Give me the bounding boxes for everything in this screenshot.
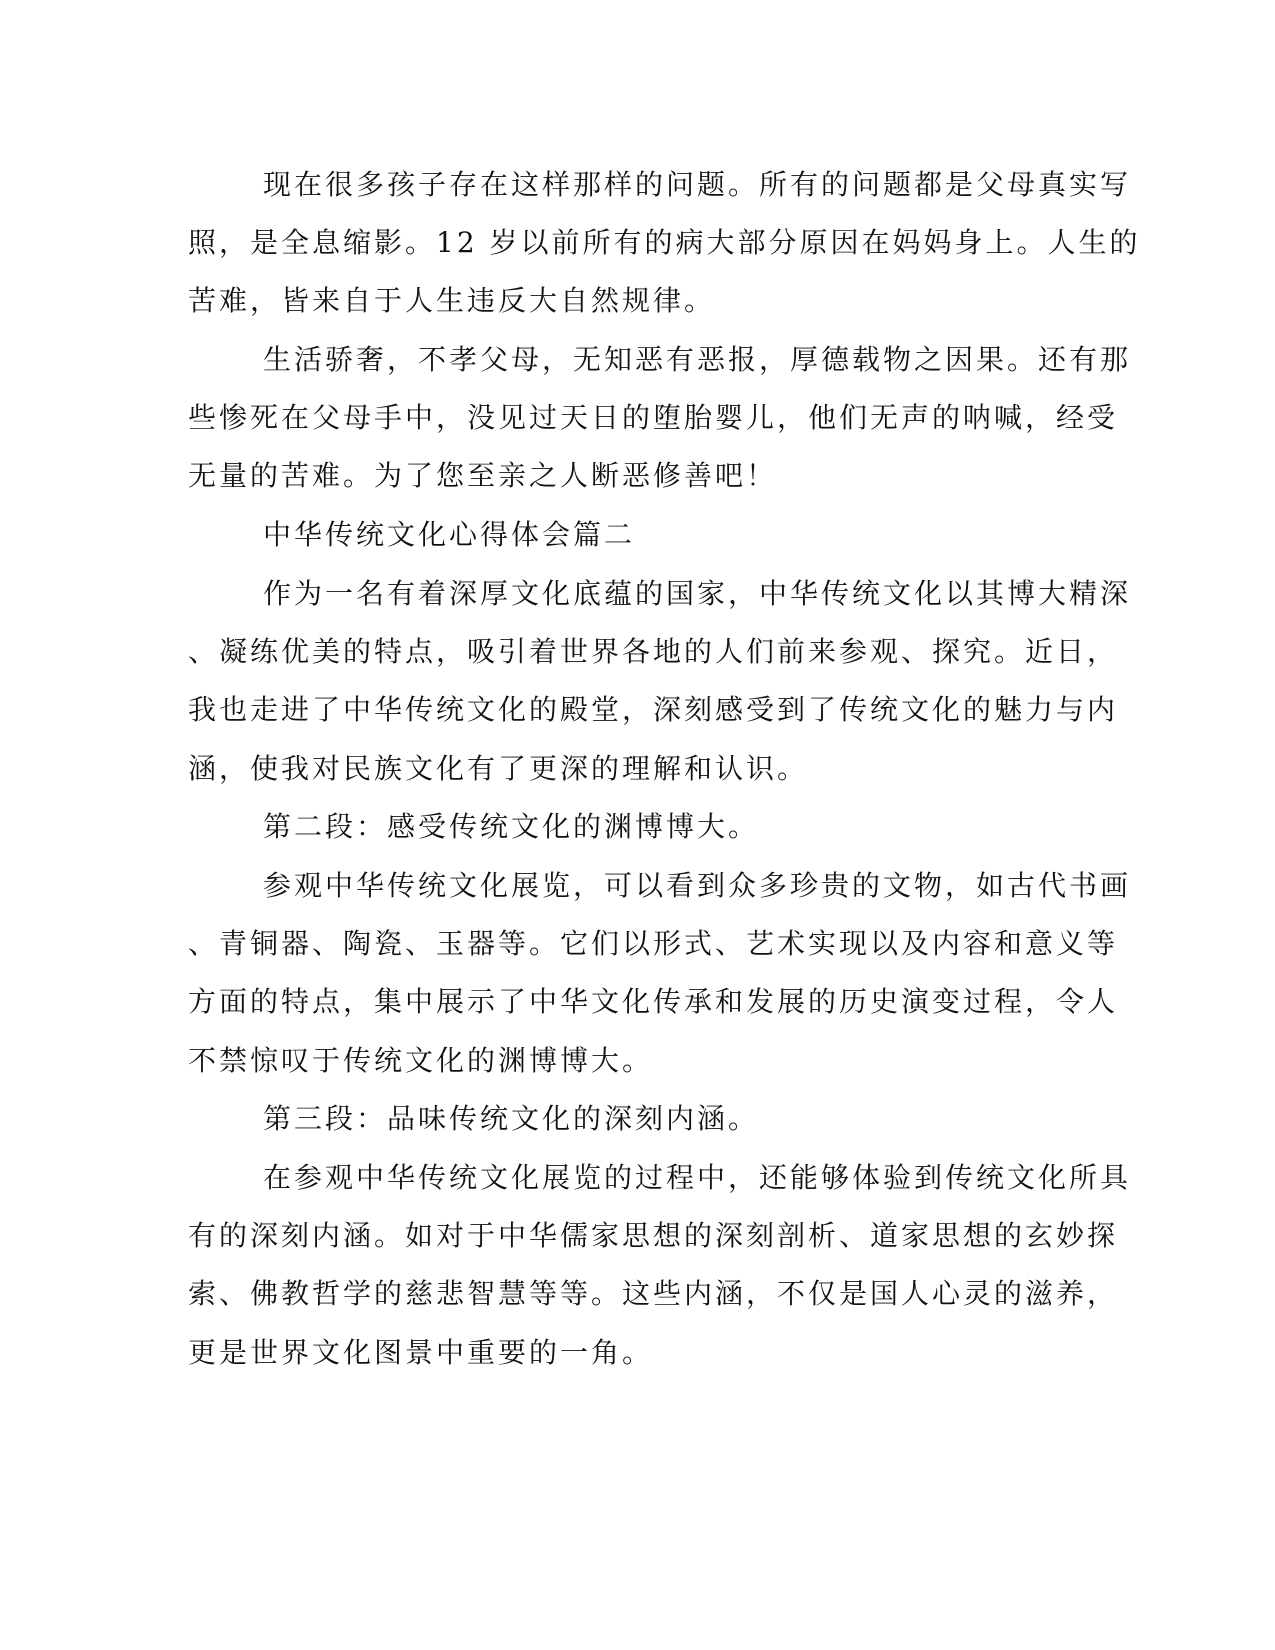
paragraph-line: 不禁惊叹于传统文化的渊博博大。 (188, 1044, 654, 1077)
paragraph-line: 索、佛教哲学的慈悲智慧等等。这些内涵，不仅是国人心灵的滋养， (188, 1277, 1119, 1310)
paragraph-line: 涵，使我对民族文化有了更深的理解和认识。 (188, 752, 809, 785)
paragraph-line: 在参观中华传统文化展览的过程中，还能够体验到传统文化所具 (263, 1161, 1132, 1194)
paragraph-line: 照，是全息缩影。12 岁以前所有的病大部分原因在妈妈身上。人生的 (188, 226, 1141, 259)
section-heading: 中华传统文化心得体会篇二 (263, 518, 636, 551)
paragraph-line: 有的深刻内涵。如对于中华儒家思想的深刻剖析、道家思想的玄妙探 (188, 1219, 1119, 1252)
paragraph-line: 我也走进了中华传统文化的殿堂，深刻感受到了传统文化的魅力与内 (188, 693, 1119, 726)
section-heading: 第二段：感受传统文化的渊博博大。 (263, 810, 760, 843)
paragraph-line: 无量的苦难。为了您至亲之人断恶修善吧！ (188, 459, 778, 492)
paragraph-line: 更是世界文化图景中重要的一角。 (188, 1336, 654, 1369)
section-heading: 第三段：品味传统文化的深刻内涵。 (263, 1102, 760, 1135)
paragraph-line: 、凝练优美的特点，吸引着世界各地的人们前来参观、探究。近日， (188, 635, 1119, 668)
paragraph-line: 、青铜器、陶瓷、玉器等。它们以形式、艺术实现以及内容和意义等 (188, 927, 1119, 960)
paragraph-line: 生活骄奢，不孝父母，无知恶有恶报，厚德载物之因果。还有那 (263, 343, 1132, 376)
paragraph-line: 现在很多孩子存在这样那样的问题。所有的问题都是父母真实写 (263, 168, 1132, 201)
paragraph-line: 作为一名有着深厚文化底蕴的国家，中华传统文化以其博大精深 (263, 577, 1132, 610)
paragraph-line: 些惨死在父母手中，没见过天日的堕胎婴儿，他们无声的呐喊，经受 (188, 401, 1119, 434)
paragraph-line: 方面的特点，集中展示了中华文化传承和发展的历史演变过程，令人 (188, 985, 1119, 1018)
paragraph-line: 参观中华传统文化展览，可以看到众多珍贵的文物，如古代书画 (263, 869, 1132, 902)
paragraph-line: 苦难，皆来自于人生违反大自然规律。 (188, 284, 716, 317)
